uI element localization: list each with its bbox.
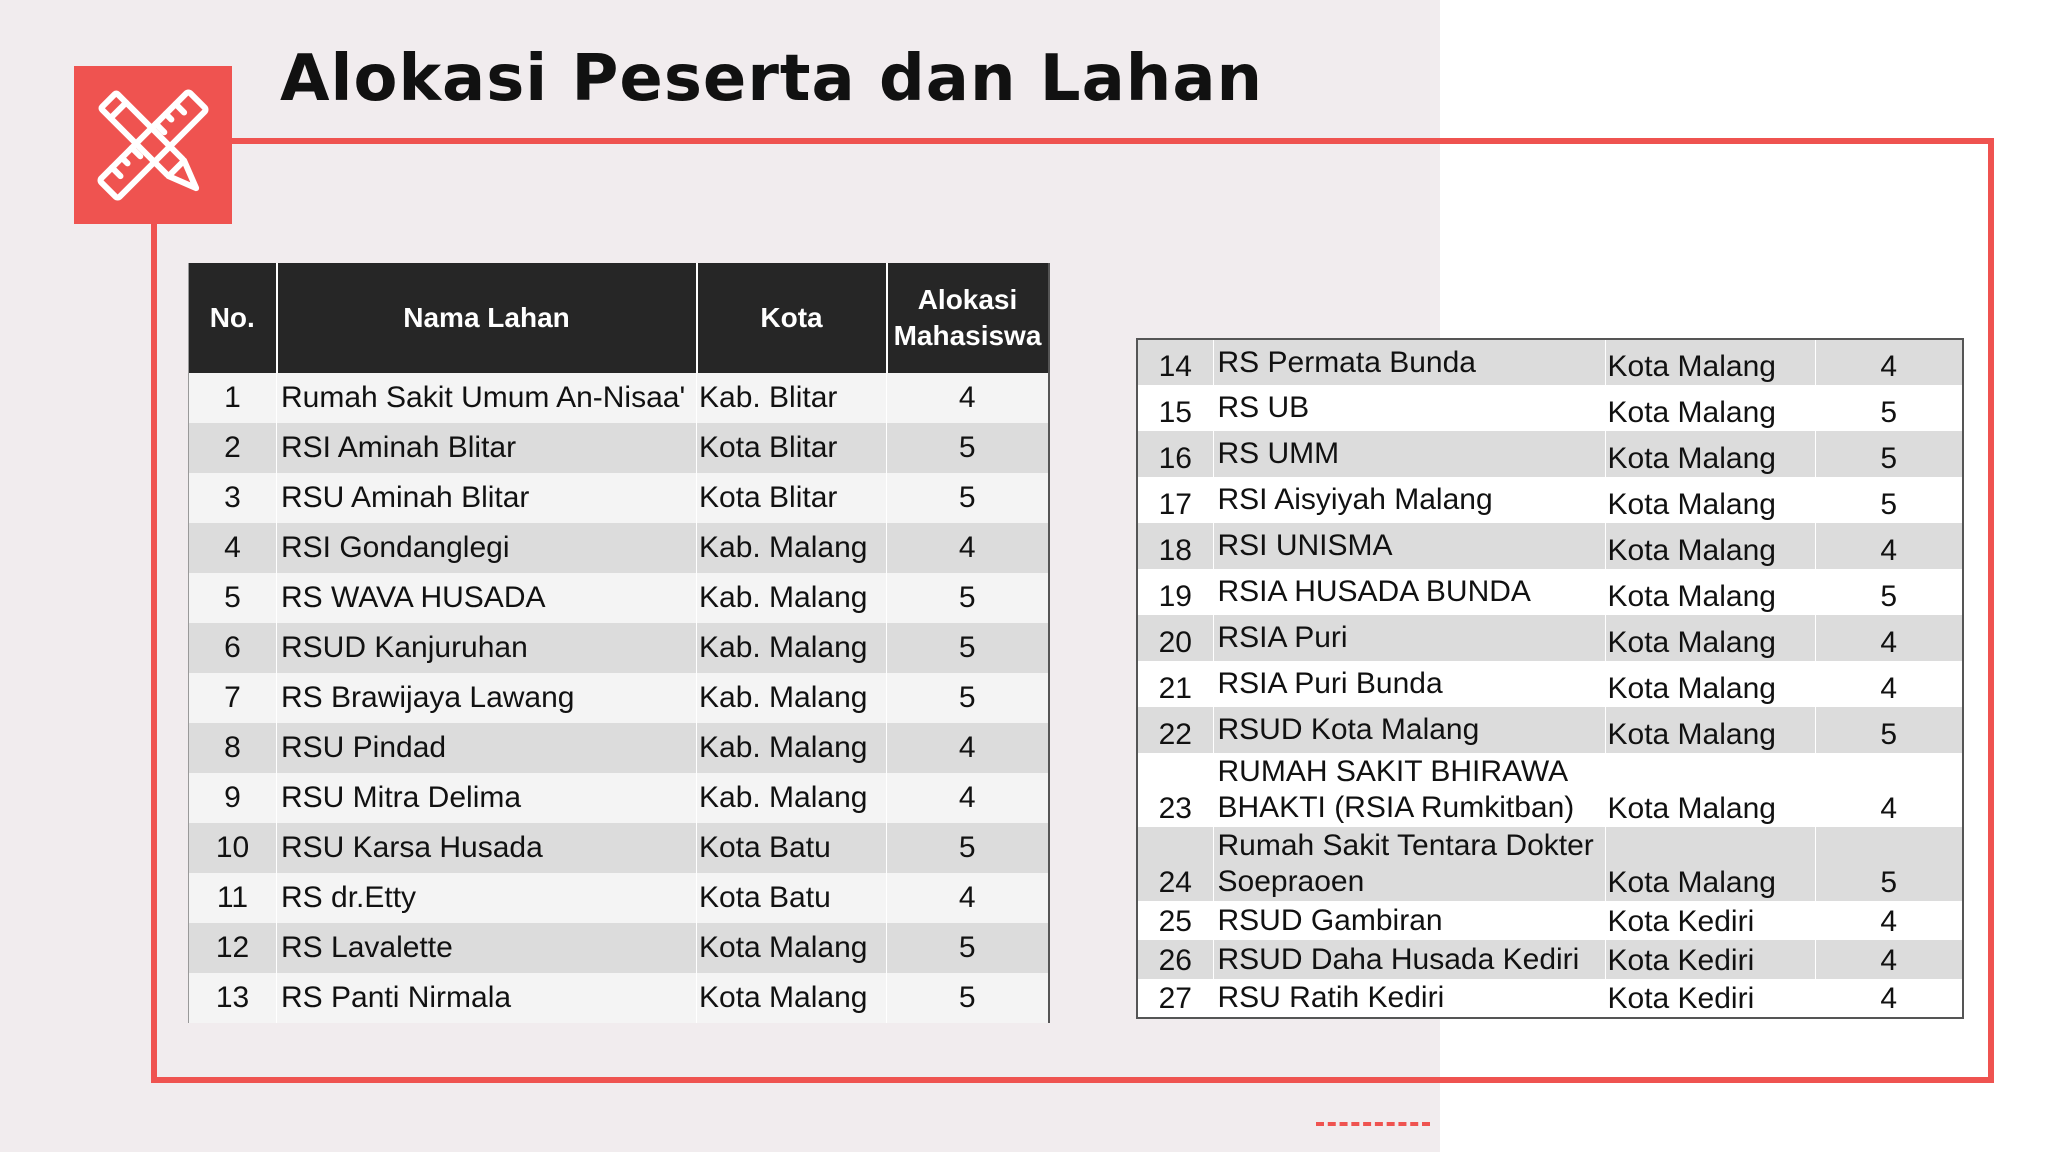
- cell-alokasi: 5: [1815, 385, 1963, 431]
- cell-no: 3: [189, 473, 277, 523]
- cell-kota: Kab. Malang: [697, 523, 887, 573]
- cell-nama: RSU Mitra Delima: [277, 773, 697, 823]
- table-row: [1137, 827, 1963, 901]
- table-row: [189, 723, 1049, 773]
- cell-kota: Kota Blitar: [697, 473, 887, 523]
- table-row: [189, 373, 1049, 423]
- cell-no: 17: [1137, 477, 1213, 523]
- cell-alokasi: 4: [887, 723, 1049, 773]
- cell-alokasi: 4: [1815, 339, 1963, 385]
- allocation-table-1: [188, 263, 1050, 1023]
- table-row: [189, 523, 1049, 573]
- table-row: [1137, 901, 1963, 940]
- cell-alokasi: 4: [1815, 661, 1963, 707]
- cell-nama: RS UMM: [1213, 431, 1605, 477]
- cell-alokasi: 4: [1815, 940, 1963, 979]
- table-row: [189, 623, 1049, 673]
- cell-nama: RSI UNISMA: [1213, 523, 1605, 569]
- table-row: [189, 573, 1049, 623]
- page-title: Alokasi Peserta dan Lahan: [280, 42, 1264, 116]
- table-header-row: [189, 263, 1049, 373]
- cell-nama: RS Panti Nirmala: [277, 973, 697, 1023]
- cell-kota: Kota Malang: [1605, 707, 1815, 753]
- cell-nama: RSI Aminah Blitar: [277, 423, 697, 473]
- cell-no: 21: [1137, 661, 1213, 707]
- cell-nama: RUMAH SAKIT BHIRAWA BHAKTI (RSIA Rumkitban): [1213, 753, 1605, 827]
- cell-no: 22: [1137, 707, 1213, 753]
- header-nama-lahan: Nama Lahan: [277, 263, 697, 373]
- table-row: [189, 673, 1049, 723]
- decorative-dashes: [1316, 1122, 1430, 1126]
- cell-no: 7: [189, 673, 277, 723]
- header-kota: Kota: [697, 263, 887, 373]
- cell-alokasi: 4: [887, 873, 1049, 923]
- cell-no: 5: [189, 573, 277, 623]
- cell-kota: Kota Malang: [1605, 385, 1815, 431]
- cell-no: 14: [1137, 339, 1213, 385]
- cell-no: 27: [1137, 979, 1213, 1018]
- cell-alokasi: 5: [1815, 827, 1963, 901]
- cell-kota: Kab. Malang: [697, 623, 887, 673]
- cell-nama: RSUD Gambiran: [1213, 901, 1605, 940]
- cell-nama: RS dr.Etty: [277, 873, 697, 923]
- cell-no: 4: [189, 523, 277, 573]
- cell-nama: RS WAVA HUSADA: [277, 573, 697, 623]
- cell-no: 26: [1137, 940, 1213, 979]
- cell-alokasi: 5: [887, 573, 1049, 623]
- cell-kota: Kota Kediri: [1605, 979, 1815, 1018]
- cell-alokasi: 4: [887, 523, 1049, 573]
- cell-kota: Kota Malang: [1605, 431, 1815, 477]
- cell-nama: RSIA Puri: [1213, 615, 1605, 661]
- cell-no: 10: [189, 823, 277, 873]
- cell-no: 16: [1137, 431, 1213, 477]
- cell-alokasi: 5: [887, 923, 1049, 973]
- cell-alokasi: 4: [887, 773, 1049, 823]
- cell-no: 15: [1137, 385, 1213, 431]
- cell-nama: RSI Aisyiyah Malang: [1213, 477, 1605, 523]
- cell-no: 6: [189, 623, 277, 673]
- table-row: [1137, 753, 1963, 827]
- cell-no: 8: [189, 723, 277, 773]
- cell-alokasi: 4: [887, 373, 1049, 423]
- cell-alokasi: 5: [887, 473, 1049, 523]
- cell-no: 24: [1137, 827, 1213, 901]
- cell-alokasi: 5: [1815, 477, 1963, 523]
- cell-nama: RS UB: [1213, 385, 1605, 431]
- table-row: [1137, 339, 1963, 385]
- cell-alokasi: 5: [887, 823, 1049, 873]
- cell-alokasi: 4: [1815, 615, 1963, 661]
- cell-kota: Kota Malang: [1605, 339, 1815, 385]
- table-row: [1137, 569, 1963, 615]
- cell-no: 23: [1137, 753, 1213, 827]
- cell-alokasi: 5: [887, 423, 1049, 473]
- table-row: [1137, 979, 1963, 1018]
- cell-kota: Kota Kediri: [1605, 940, 1815, 979]
- cell-kota: Kota Malang: [1605, 827, 1815, 901]
- cell-kota: Kota Malang: [697, 923, 887, 973]
- cell-no: 1: [189, 373, 277, 423]
- table-row: [189, 873, 1049, 923]
- table-row: [1137, 940, 1963, 979]
- cell-alokasi: 4: [1815, 523, 1963, 569]
- table-row: [189, 973, 1049, 1023]
- cell-kota: Kab. Malang: [697, 673, 887, 723]
- table-row: [1137, 385, 1963, 431]
- cell-kota: Kota Malang: [1605, 615, 1815, 661]
- cell-no: 13: [189, 973, 277, 1023]
- header-alokasi: Alokasi Mahasiswa: [887, 263, 1049, 373]
- cell-no: 9: [189, 773, 277, 823]
- table-row: [189, 923, 1049, 973]
- cell-nama: RSUD Daha Husada Kediri: [1213, 940, 1605, 979]
- table-row: [189, 423, 1049, 473]
- allocation-table-2: [1136, 338, 1964, 1019]
- cell-alokasi: 5: [1815, 431, 1963, 477]
- cell-no: 25: [1137, 901, 1213, 940]
- cell-kota: Kab. Malang: [697, 773, 887, 823]
- cell-nama: RSIA Puri Bunda: [1213, 661, 1605, 707]
- table-row: [1137, 523, 1963, 569]
- cell-alokasi: 4: [1815, 901, 1963, 940]
- cell-kota: Kota Batu: [697, 873, 887, 923]
- cell-nama: RSIA HUSADA BUNDA: [1213, 569, 1605, 615]
- cell-alokasi: 5: [1815, 569, 1963, 615]
- cell-nama: RSU Pindad: [277, 723, 697, 773]
- table-row: [189, 823, 1049, 873]
- cell-kota: Kab. Malang: [697, 573, 887, 623]
- cell-nama: RS Lavalette: [277, 923, 697, 973]
- table-row: [1137, 431, 1963, 477]
- cell-kota: Kota Batu: [697, 823, 887, 873]
- cell-kota: Kota Malang: [1605, 477, 1815, 523]
- table-row: [1137, 615, 1963, 661]
- cell-alokasi: 5: [1815, 707, 1963, 753]
- cell-nama: RSU Ratih Kediri: [1213, 979, 1605, 1018]
- cell-alokasi: 4: [1815, 753, 1963, 827]
- cell-kota: Kota Malang: [1605, 753, 1815, 827]
- cell-nama: Rumah Sakit Umum An-Nisaa': [277, 373, 697, 423]
- cell-kota: Kota Kediri: [1605, 901, 1815, 940]
- cell-nama: RSI Gondanglegi: [277, 523, 697, 573]
- cell-kota: Kota Malang: [1605, 569, 1815, 615]
- table-row: [189, 773, 1049, 823]
- cell-nama: RSUD Kota Malang: [1213, 707, 1605, 753]
- ruler-pencil-icon: [74, 66, 232, 224]
- header-no: No.: [189, 263, 277, 373]
- cell-nama: Rumah Sakit Tentara Dokter Soepraoen: [1213, 827, 1605, 901]
- cell-alokasi: 5: [887, 973, 1049, 1023]
- cell-nama: RS Brawijaya Lawang: [277, 673, 697, 723]
- table-row: [1137, 477, 1963, 523]
- cell-no: 2: [189, 423, 277, 473]
- cell-kota: Kota Malang: [1605, 523, 1815, 569]
- cell-nama: RSUD Kanjuruhan: [277, 623, 697, 673]
- cell-alokasi: 4: [1815, 979, 1963, 1018]
- cell-nama: RSU Aminah Blitar: [277, 473, 697, 523]
- cell-no: 19: [1137, 569, 1213, 615]
- cell-kota: Kota Malang: [697, 973, 887, 1023]
- cell-kota: Kab. Malang: [697, 723, 887, 773]
- cell-no: 18: [1137, 523, 1213, 569]
- cell-nama: RSU Karsa Husada: [277, 823, 697, 873]
- cell-kota: Kota Malang: [1605, 661, 1815, 707]
- cell-kota: Kab. Blitar: [697, 373, 887, 423]
- cell-no: 20: [1137, 615, 1213, 661]
- cell-alokasi: 5: [887, 673, 1049, 723]
- table-row: [1137, 707, 1963, 753]
- table-row: [189, 473, 1049, 523]
- cell-kota: Kota Blitar: [697, 423, 887, 473]
- cell-alokasi: 5: [887, 623, 1049, 673]
- cell-no: 12: [189, 923, 277, 973]
- table-row: [1137, 661, 1963, 707]
- cell-nama: RS Permata Bunda: [1213, 339, 1605, 385]
- cell-no: 11: [189, 873, 277, 923]
